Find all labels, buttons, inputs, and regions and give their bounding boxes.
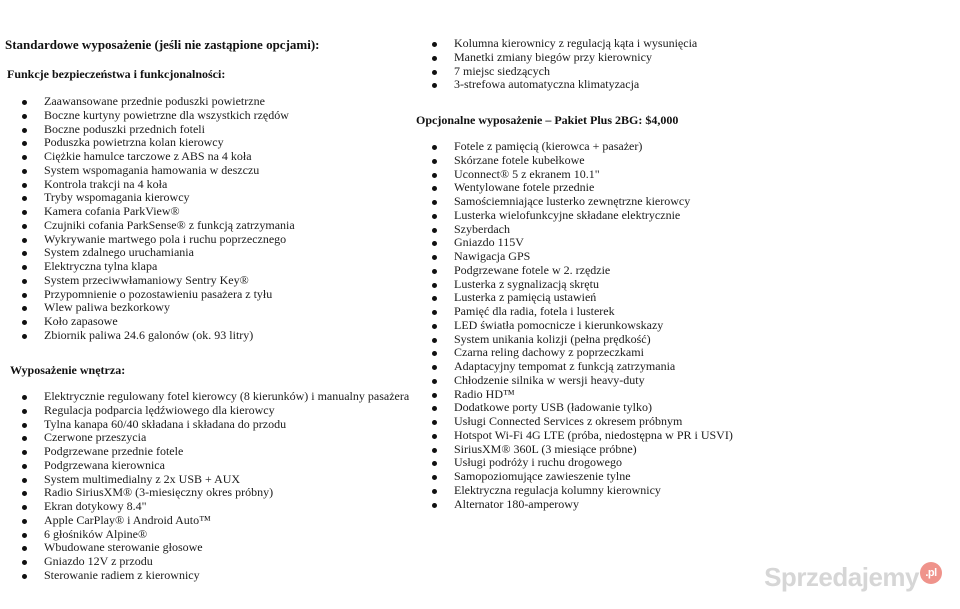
- list-item: Tylna kanapa 60/40 składana i składana do przodu: [22, 418, 409, 432]
- list-item: Hotspot Wi-Fi 4G LTE (próba, niedostępna w PR i USVI): [432, 429, 733, 443]
- safety-heading: Funkcje bezpieczeństwa i funkcjonalności:: [7, 67, 226, 81]
- list-item: Apple CarPlay® i Android Auto™: [22, 514, 409, 528]
- list-item: Czarna reling dachowy z poprzeczkami: [432, 346, 733, 360]
- list-item: Chłodzenie silnika w wersji heavy-duty: [432, 374, 733, 388]
- list-item: Kontrola trakcji na 4 koła: [22, 178, 295, 192]
- list-item: System unikania kolizji (pełna prędkość): [432, 333, 733, 347]
- list-item: Wlew paliwa bezkorkowy: [22, 301, 295, 315]
- list-item: System multimedialny z 2x USB + AUX: [22, 473, 409, 487]
- plus-package-list: [432, 140, 733, 511]
- list-item: Gniazdo 12V z przodu: [22, 555, 409, 569]
- list-item: 7 miejsc siedzących: [432, 65, 697, 79]
- list-item: Regulacja podparcia lędźwiowego dla kierowcy: [22, 404, 409, 418]
- list-item: Dodatkowe porty USB (ładowanie tylko): [432, 401, 733, 415]
- list-item: Kolumna kierownicy z regulacją kąta i wysunięcia: [432, 37, 697, 51]
- list-item: Sterowanie radiem z kierownicy: [22, 569, 409, 583]
- list-item: Uconnect® 5 z ekranem 10.1": [432, 168, 733, 182]
- list-item: Tryby wspomagania kierowcy: [22, 191, 295, 205]
- watermark-badge: .pl: [920, 562, 942, 584]
- list-item: Lusterka z pamięcią ustawień: [432, 291, 733, 305]
- main-title: Standardowe wyposażenie (jeśli nie zastąpione opcjami):: [5, 37, 320, 52]
- list-item: Wbudowane sterowanie głosowe: [22, 541, 409, 555]
- list-item: Podgrzewane przednie fotele: [22, 445, 409, 459]
- list-item: Wykrywanie martwego pola i ruchu poprzecznego: [22, 233, 295, 247]
- list-item: Lusterka wielofunkcyjne składane elektrycznie: [432, 209, 733, 223]
- list-item: Boczne poduszki przednich foteli: [22, 123, 295, 137]
- interior-list: [22, 390, 409, 583]
- list-item: Gniazdo 115V: [432, 236, 733, 250]
- list-item: System wspomagania hamowania w deszczu: [22, 164, 295, 178]
- list-item: Boczne kurtyny powietrzne dla wszystkich rzędów: [22, 109, 295, 123]
- list-item: Ciężkie hamulce tarczowe z ABS na 4 koła: [22, 150, 295, 164]
- col2-top-list: [432, 37, 697, 92]
- list-item: Koło zapasowe: [22, 315, 295, 329]
- list-item: Podgrzewane fotele w 2. rzędzie: [432, 264, 733, 278]
- plus-package-heading: Opcjonalne wyposażenie – Pakiet Plus 2BG: $4,000: [416, 113, 679, 127]
- list-item: Samopoziomujące zawieszenie tylne: [432, 470, 733, 484]
- list-item: Czujniki cofania ParkSense® z funkcją zatrzymania: [22, 219, 295, 233]
- list-item: Podgrzewana kierownica: [22, 459, 409, 473]
- list-item: Radio HD™: [432, 388, 733, 402]
- list-item: 6 głośników Alpine®: [22, 528, 409, 542]
- list-item: Skórzane fotele kubełkowe: [432, 154, 733, 168]
- list-item: Elektrycznie regulowany fotel kierowcy (8 kierunków) i manualny pasażera: [22, 390, 409, 404]
- list-item: Samościemniające lusterko zewnętrzne kierowcy: [432, 195, 733, 209]
- list-item: Usługi Connected Services z okresem próbnym: [432, 415, 733, 429]
- list-item: Szyberdach: [432, 223, 733, 237]
- list-item: Elektryczna regulacja kolumny kierownicy: [432, 484, 733, 498]
- list-item: Zaawansowane przednie poduszki powietrzne: [22, 95, 295, 109]
- list-item: Wentylowane fotele przednie: [432, 181, 733, 195]
- list-item: Adaptacyjny tempomat z funkcją zatrzymania: [432, 360, 733, 374]
- list-item: Ekran dotykowy 8.4": [22, 500, 409, 514]
- list-item: LED światła pomocnicze i kierunkowskazy: [432, 319, 733, 333]
- list-item: Elektryczna tylna klapa: [22, 260, 295, 274]
- list-item: Kamera cofania ParkView®: [22, 205, 295, 219]
- watermark-logo: [764, 562, 942, 593]
- list-item: SiriusXM® 360L (3 miesiące próbne): [432, 443, 733, 457]
- list-item: System przeciwwłamaniowy Sentry Key®: [22, 274, 295, 288]
- list-item: Radio SiriusXM® (3-miesięczny okres próbny): [22, 486, 409, 500]
- list-item: Fotele z pamięcią (kierowca + pasażer): [432, 140, 733, 154]
- list-item: Zbiornik paliwa 24.6 galonów (ok. 93 litry): [22, 329, 295, 343]
- list-item: Przypomnienie o pozostawieniu pasażera z tyłu: [22, 288, 295, 302]
- list-item: Pamięć dla radia, fotela i lusterek: [432, 305, 733, 319]
- list-item: Manetki zmiany biegów przy kierownicy: [432, 51, 697, 65]
- list-item: Usługi podróży i ruchu drogowego: [432, 456, 733, 470]
- list-item: Alternator 180-amperowy: [432, 498, 733, 512]
- list-item: Lusterka z sygnalizacją skrętu: [432, 278, 733, 292]
- list-item: Poduszka powietrzna kolan kierowcy: [22, 136, 295, 150]
- list-item: 3-strefowa automatyczna klimatyzacja: [432, 78, 697, 92]
- list-item: System zdalnego uruchamiania: [22, 246, 295, 260]
- list-item: Czerwone przeszycia: [22, 431, 409, 445]
- interior-heading: Wyposażenie wnętrza:: [10, 363, 126, 377]
- watermark-text: Sprzedajemy: [764, 562, 919, 592]
- list-item: Nawigacja GPS: [432, 250, 733, 264]
- safety-list: [22, 95, 295, 343]
